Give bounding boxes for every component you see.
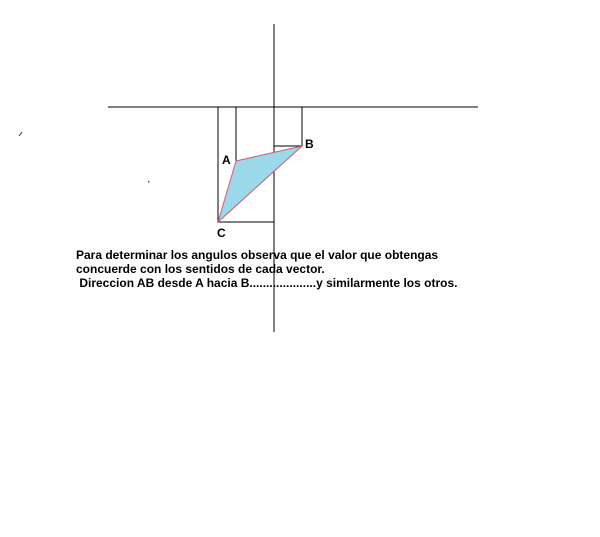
point-label-c: C <box>217 226 226 240</box>
instruction-line-2: concuerde con los sentidos de cada vector. <box>76 262 325 276</box>
instruction-text <box>76 248 496 290</box>
point-label-b: B <box>305 137 314 151</box>
instruction-line-3: Direccion AB desde A hacia B....................y similarmente los otros. <box>76 276 458 290</box>
point-label-a: A <box>222 153 231 167</box>
stray-dot <box>148 181 150 183</box>
stray-mark <box>19 132 22 136</box>
instruction-line-1: Para determinar los angulos observa que el valor que obtengas <box>76 248 439 262</box>
